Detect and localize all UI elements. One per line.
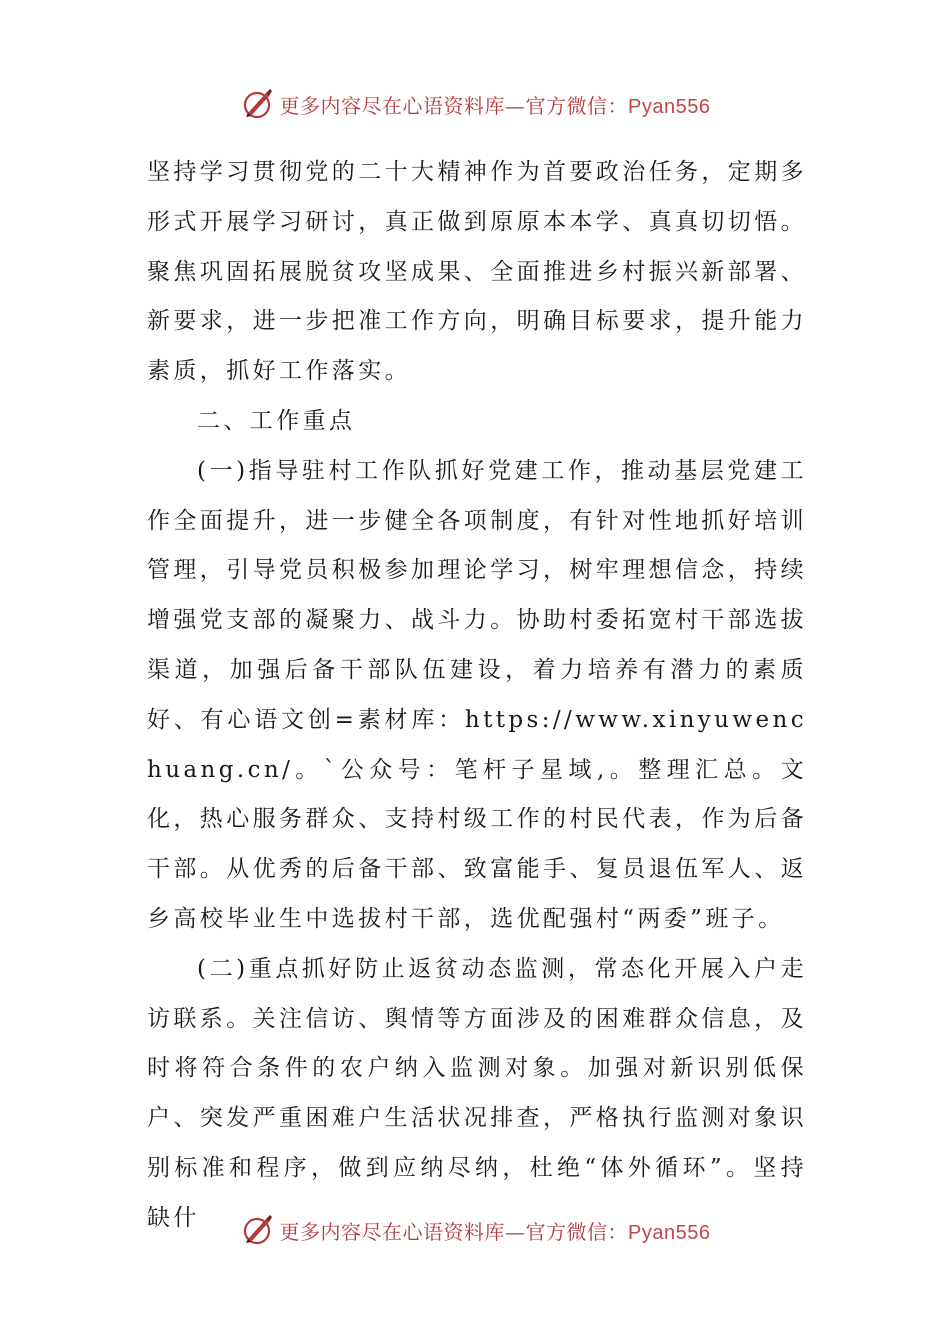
paragraph-1: 坚持学习贯彻党的二十大精神作为首要政治任务，定期多形式开展学习研讨，真正做到原原本本学、真真切切悟。聚焦巩固拓展脱贫攻坚成果、全面推进乡村振兴新部署、新要求，进一步把准工作方向，明确目标要求，提升能力素质，抓好工作落实。 (147, 159, 807, 385)
header-banner (0, 84, 950, 124)
section-heading: 二、工作重点 (197, 407, 356, 434)
footer-banner-text: 更多内容尽在心语资料库—官方微信：Pyan556 (279, 1219, 711, 1244)
paragraph-3: (二)重点抓好防止返贫动态监测，常态化开展入户走访联系。关注信访、舆情等方面涉及的困难群众信息，及时将符合条件的农户纳入监测对象。加强对新识别低保户、突发严重困难户生活状况排查，严格执行监测对象识别标准和程序，做到应纳尽纳，杜绝“体外循环”。坚持缺什 (147, 955, 807, 1231)
document-body (147, 148, 807, 1244)
header-wechat-id: Pyan556 (628, 95, 711, 118)
header-banner-text: 更多内容尽在心语资料库—官方微信：Pyan556 (279, 93, 711, 118)
footer-banner (0, 1210, 950, 1250)
pen-logo-icon (240, 1213, 274, 1247)
footer-wechat-id: Pyan556 (628, 1221, 711, 1244)
pen-logo-icon (240, 87, 274, 121)
paragraph-2: (一)指导驻村工作队抓好党建工作，推动基层党建工作全面提升，进一步健全各项制度，有针对性地抓好培训管理，引导党员积极参加理论学习，树牢理想信念，持续增强党支部的凝聚力、战斗力。协助村委拓宽村干部选拔渠道，加强后备干部队伍建设，着力培养有潜力的素质好、有心语文创=素材库：https://www.xinyuwenchuang.cn/。`公众号：笔杆子星域,。整理汇总。文化，热心服务群众、支持村级工作的村民代表，作为后备干部。从优秀的后备干部、致富能手、复员退伍军人、返乡高校毕业生中选拔村干部，选优配强村“两委”班子。 (147, 457, 807, 932)
